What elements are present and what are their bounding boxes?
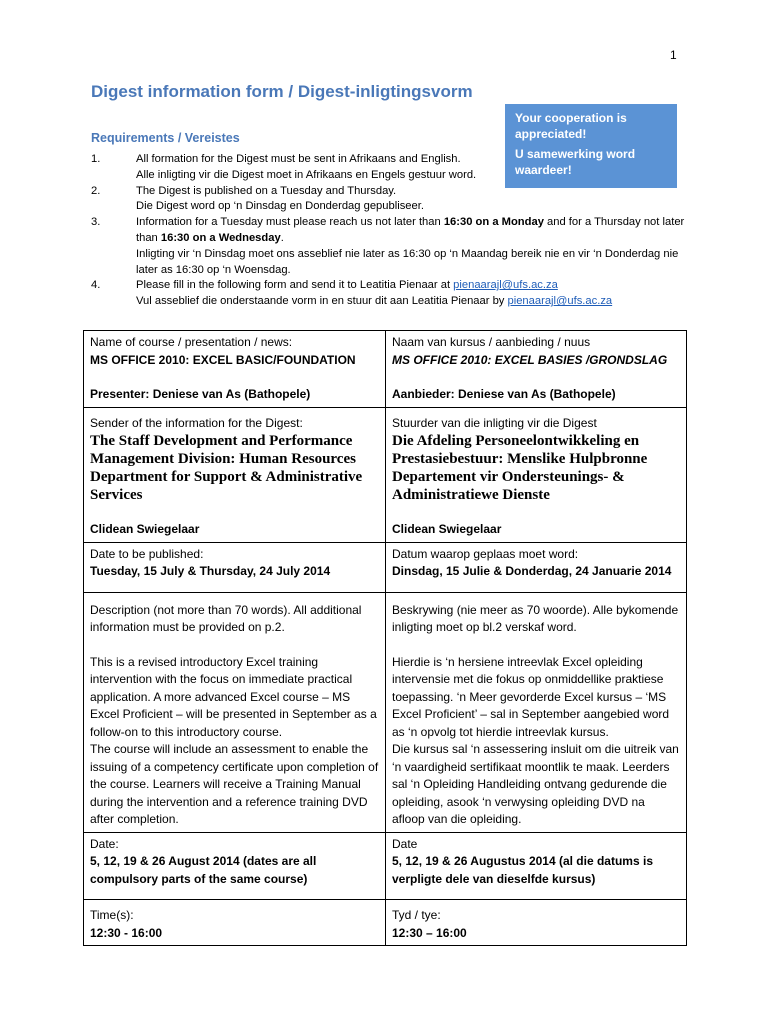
sender-value: The Staff Development and Performance Management Division: Human Resources Department for Support & Administrative Services (90, 433, 363, 503)
requirement-item (91, 184, 691, 216)
sender-name: Clidean Swiegelaar (392, 522, 502, 536)
deadline-monday: 16:30 on a Monday (443, 216, 544, 229)
time-label: Tyd / tye: (392, 908, 441, 922)
requirement-text: Information for a Tuesday must please reach us not later than (136, 216, 444, 229)
deadline-wednesday: 16:30 on a Wednesday (160, 231, 281, 244)
publish-date-label: Date to be published: (90, 546, 204, 561)
requirement-number: 1. (91, 153, 101, 165)
description-paragraph: Die kursus sal ‘n assessering insluit om die uitreik van ‘n vaardigheid sertifikaat moontlik te maak. Leerders sal ‘n Opleiding Handleiding ontvang gedurende die opleiding, asook ‘n verwysing opleiding DVD na afloop van die opleiding. (392, 742, 679, 826)
sender-label: Stuurder van die inligting vir die Digest (392, 415, 597, 430)
publish-date-label: Datum waarop geplaas moet word: (392, 546, 579, 561)
requirement-line (136, 278, 691, 294)
course-date-label: Date (392, 836, 418, 851)
requirement-number: 3. (91, 216, 101, 229)
requirements-list (91, 152, 691, 310)
course-cell-en (84, 331, 386, 408)
publish-date-value: Dinsdag, 15 Julie & Donderdag, 24 Januarie 2014 (392, 564, 672, 578)
requirements-heading: Requirements / Vereistes (91, 131, 240, 145)
requirement-text: Please fill in the following form and send it to Leatitia Pienaar at (136, 279, 454, 292)
description-paragraph: Hierdie is ‘n hersiene intreevlak Excel opleiding intervensie met die fokus op onmiddellike praktiese toepassing. ‘n Meer gevorderde Excel kursus – ‘MS Excel Proficient’ – sal in September aangebied word as ‘n opvolg tot hierdie intreevlak kursus. (392, 654, 670, 739)
requirement-line: The Digest is published on a Tuesday and Thursday. (136, 184, 397, 197)
page-number: 1 (670, 48, 677, 62)
course-label: Name of course / presentation / news: (90, 335, 293, 349)
description-label: Description (not more than 70 words). All additional information must be provided on p.2. (90, 602, 362, 634)
digest-form-table (83, 330, 687, 946)
requirement-item (91, 278, 691, 310)
requirement-line: Alle inligting vir die Digest moet in Afrikaans en Engels gestuur word. (136, 168, 477, 181)
publish-date-cell-en (84, 542, 386, 592)
course-value: MS OFFICE 2010: EXCEL BASIC/FOUNDATION (90, 352, 356, 367)
callout-text-af: U samewerking word waardeer! (515, 147, 636, 177)
course-label: Naam van kursus / aanbieding / nuus (392, 335, 591, 349)
requirement-text: Vul asseblief die onderstaande vorm in en stuur dit aan Leatitia Pienaar by (136, 295, 508, 308)
email-link[interactable]: pienaarajl@ufs.ac.za (453, 279, 558, 292)
time-label: Time(s): (90, 908, 134, 922)
publish-date-cell-af (386, 542, 687, 592)
sender-cell-en (84, 407, 386, 542)
email-link[interactable]: pienaarajl@ufs.ac.za (507, 295, 613, 308)
course-value: MS OFFICE 2010: EXCEL BASIES /GRONDSLAG (392, 352, 668, 367)
page-title: Digest information form / Digest-inligtingsvorm (91, 82, 473, 101)
sender-row (84, 407, 687, 542)
time-cell-en (84, 900, 386, 946)
sender-value: Die Afdeling Personeelontwikkeling en Prestasiebestuur: Menslike Hulpbronne Departement vir Ondersteunings- & Administratiewe Dienste (392, 433, 648, 503)
course-date-value: 5, 12, 19 & 26 Augustus 2014 (al die datums is verpligte dele van dieselfde kursus) (392, 854, 653, 886)
requirement-line (136, 294, 691, 310)
course-date-cell-en (84, 832, 386, 900)
sender-label: Sender of the information for the Digest: (90, 415, 303, 430)
description-row (84, 592, 687, 832)
presenter: Presenter: Deniese van As (Bathopele) (90, 387, 311, 401)
requirement-line: Die Digest word op ‘n Dinsdag en Donderdag gepubliseer. (136, 200, 424, 213)
sender-name: Clidean Swiegelaar (90, 522, 200, 536)
description-paragraph: This is a revised introductory Excel training intervention with the focus on immediate practical application. A more advanced Excel course – MS Excel Proficient – will be presented in September as a follow-on to this introductory course. (90, 654, 377, 739)
publish-date-row (84, 542, 687, 592)
requirement-text: and for a Thursday not later than (136, 216, 685, 244)
requirement-item (91, 152, 691, 184)
course-date-value: 5, 12, 19 & 26 August 2014 (dates are all compulsory parts of the same course) (90, 854, 317, 886)
time-cell-af (386, 900, 687, 946)
description-cell-en (84, 592, 386, 832)
description-label: Beskrywing (nie meer as 70 woorde). Alle bykomende inligting moet op bl.2 verskaf word. (392, 602, 679, 634)
description-paragraph: The course will include an assessment to enable the issuing of a competency certificate upon completion of the course. Learners will receive a Training Manual during the intervention and a reference training DVD after completion. (90, 742, 379, 826)
description-cell-af (386, 592, 687, 832)
requirement-paragraph (136, 215, 691, 247)
time-row (84, 900, 687, 946)
presenter: Aanbieder: Deniese van As (Bathopele) (392, 387, 616, 401)
course-cell-af (386, 331, 687, 408)
time-value: 12:30 - 16:00 (90, 925, 163, 940)
course-row (84, 331, 687, 408)
sender-cell-af (386, 407, 687, 542)
time-value: 12:30 – 16:00 (392, 925, 467, 940)
course-date-cell-af (386, 832, 687, 900)
course-date-row (84, 832, 687, 900)
requirement-paragraph: Inligting vir ‘n Dinsdag moet ons asseblief nie later as 16:30 op ‘n Maandag bereik nie en vir ‘n Donderdag nie later as 16:30 op ‘n Woensdag. (136, 247, 679, 276)
publish-date-value: Tuesday, 15 July & Thursday, 24 July 2014 (90, 564, 331, 578)
callout-text-en: Your cooperation is appreciated! (515, 111, 627, 141)
requirement-number: 2. (91, 184, 101, 197)
requirement-line: All formation for the Digest must be sent in Afrikaans and English. (136, 153, 461, 165)
requirement-number: 4. (91, 279, 101, 292)
requirement-text: . (280, 231, 284, 244)
course-date-label: Date: (90, 836, 119, 851)
requirement-item (91, 215, 691, 278)
